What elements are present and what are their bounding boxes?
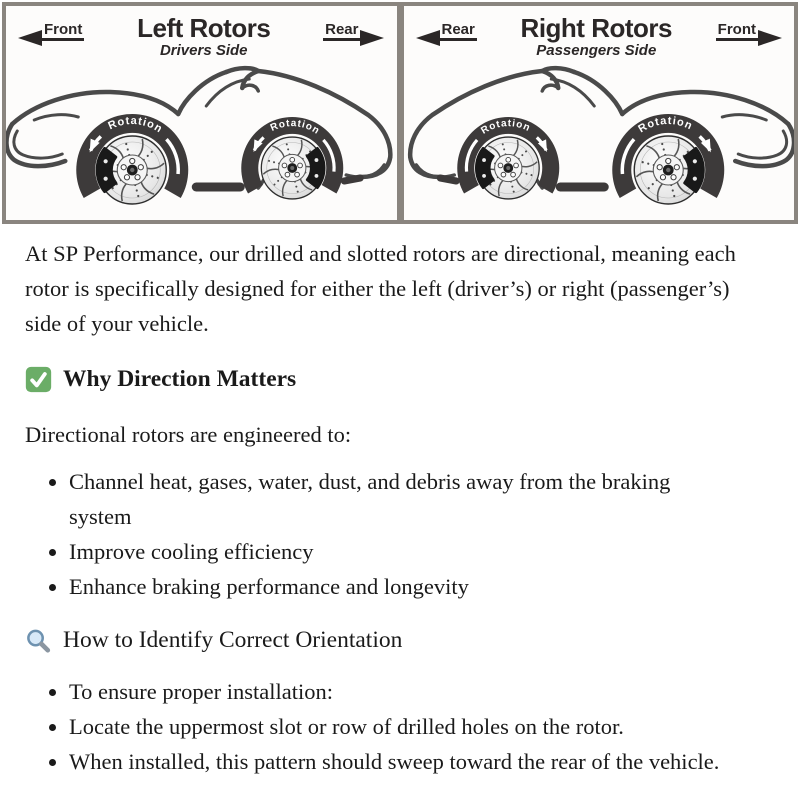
right-car-illustration — [404, 60, 795, 218]
section-heading-why-direction-matters — [25, 362, 780, 397]
benefits-list — [25, 464, 725, 604]
right-panel-header — [404, 6, 795, 59]
list-item: • Enhance braking performance and longevity — [69, 569, 725, 604]
front-direction-indicator — [716, 21, 782, 41]
white-check-mark-icon — [25, 366, 52, 393]
direction-label: Front — [716, 21, 758, 41]
list-item: • When installed, this pattern should sweep toward the rear of the vehicle. — [69, 744, 725, 779]
panel-subtitle: Drivers Side — [159, 42, 248, 59]
panel-subtitle: Passengers Side — [536, 42, 657, 59]
rear-direction-indicator — [323, 21, 384, 41]
rotor-direction-diagram — [2, 2, 798, 224]
arrow-left-icon — [416, 30, 440, 46]
arrow-right-icon — [758, 30, 782, 46]
direction-label: Rear — [440, 21, 477, 41]
section-lead: Directional rotors are engineered to: — [25, 422, 352, 447]
right-rotors-panel — [404, 6, 795, 220]
list-item: • To ensure proper installation: — [69, 674, 725, 709]
left-car-illustration — [6, 60, 397, 218]
section-title: How to Identify Correct Orientation — [63, 627, 403, 653]
list-item: • Locate the uppermost slot or row of drilled holes on the rotor. — [69, 709, 725, 744]
front-direction-indicator — [18, 21, 84, 41]
list-item: • Improve cooling efficiency — [69, 534, 725, 569]
arrow-right-icon — [360, 30, 384, 46]
panel-title: Left Rotors — [137, 13, 271, 43]
orientation-steps-list — [25, 674, 725, 779]
list-item: • Channel heat, gases, water, dust, and debris away from the braking system — [69, 464, 725, 534]
direction-label: Front — [42, 21, 84, 41]
panel-title: Right Rotors — [520, 13, 672, 43]
panel-title-block — [137, 15, 270, 59]
panel-divider — [397, 6, 404, 220]
arrow-left-icon — [18, 30, 42, 46]
left-rotors-panel — [6, 6, 397, 220]
section-title: Why Direction Matters — [63, 366, 297, 392]
section-heading-identify-orientation — [25, 623, 780, 658]
panel-title-block — [521, 15, 672, 59]
article-body — [25, 236, 780, 779]
rear-direction-indicator — [416, 21, 477, 41]
intro-paragraph: At SP Performance, our drilled and slotted rotors are directional, meaning each rotor is specifically designed for either the left (driver’s) or right (passenger’s) side of your vehicle. — [25, 241, 736, 336]
left-panel-header — [6, 6, 397, 59]
magnifying-glass-icon — [25, 627, 52, 654]
direction-label: Rear — [323, 21, 360, 41]
